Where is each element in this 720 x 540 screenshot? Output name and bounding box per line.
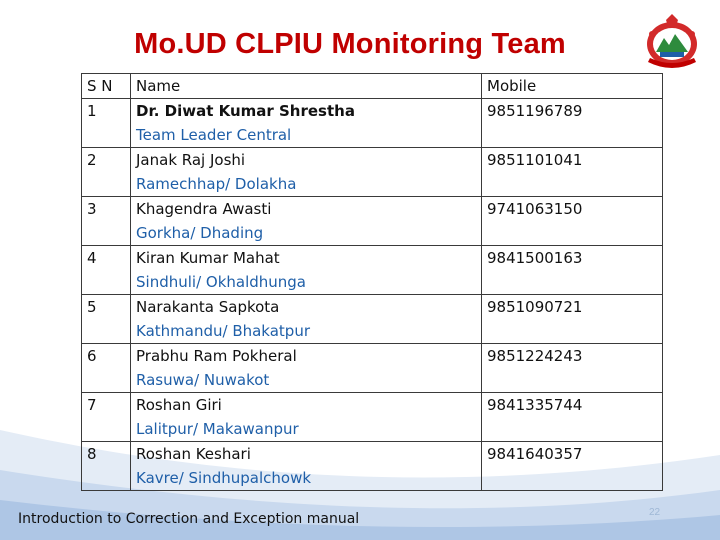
row-mobile: 9741063150 [482,197,663,246]
header-name: Name [131,74,482,99]
row-name-cell [131,295,482,344]
member-name: Janak Raj Joshi [136,151,246,169]
row-sn: 1 [82,99,131,148]
slide-title: Mo.UD CLPIU Monitoring Team [134,28,566,60]
member-name: Kiran Kumar Mahat [136,249,280,267]
row-name-cell [131,99,482,148]
row-mobile: 9851101041 [482,148,663,197]
header-sn: S N [82,74,131,99]
member-area: Ramechhap/ Dolakha [136,175,297,193]
member-area: Team Leader Central [136,126,292,144]
row-sn: 5 [82,295,131,344]
row-mobile: 9851224243 [482,344,663,393]
row-mobile: 9841335744 [482,393,663,442]
row-name-cell [131,148,482,197]
table-row [82,148,663,197]
row-name-cell [131,246,482,295]
row-sn: 2 [82,148,131,197]
table-row [82,442,663,491]
member-name: Prabhu Ram Pokheral [136,347,297,365]
member-area: Lalitpur/ Makawanpur [136,420,299,438]
row-name-cell [131,442,482,491]
row-mobile: 9841640357 [482,442,663,491]
member-area: Sindhuli/ Okhaldhunga [136,273,307,291]
row-name-cell [131,393,482,442]
row-sn: 3 [82,197,131,246]
footer-text: Introduction to Correction and Exception manual [18,511,360,527]
row-sn: 6 [82,344,131,393]
row-mobile: 9851090721 [482,295,663,344]
row-name-cell [131,344,482,393]
row-name-cell [131,197,482,246]
member-name: Narakanta Sapkota [136,298,280,316]
member-area: Kavre/ Sindhupalchowk [136,469,312,487]
monitoring-team-table [81,73,663,491]
page-number: 22 [649,507,661,518]
member-name: Khagendra Awasti [136,200,272,218]
table-row [82,295,663,344]
member-area: Kathmandu/ Bhakatpur [136,322,310,340]
table-row [82,197,663,246]
member-area: Rasuwa/ Nuwakot [136,371,270,389]
table-row [82,246,663,295]
row-mobile: 9851196789 [482,99,663,148]
row-sn: 7 [82,393,131,442]
table-row [82,99,663,148]
row-mobile: 9841500163 [482,246,663,295]
nepal-government-emblem-icon [638,12,706,72]
table-row [82,393,663,442]
row-sn: 8 [82,442,131,491]
row-sn: 4 [82,246,131,295]
member-name: Roshan Keshari [136,445,251,463]
table-header-row [82,74,663,99]
member-name: Dr. Diwat Kumar Shrestha [136,102,355,120]
header-mobile: Mobile [482,74,663,99]
member-name: Roshan Giri [136,396,222,414]
member-area: Gorkha/ Dhading [136,224,264,242]
table-row [82,344,663,393]
